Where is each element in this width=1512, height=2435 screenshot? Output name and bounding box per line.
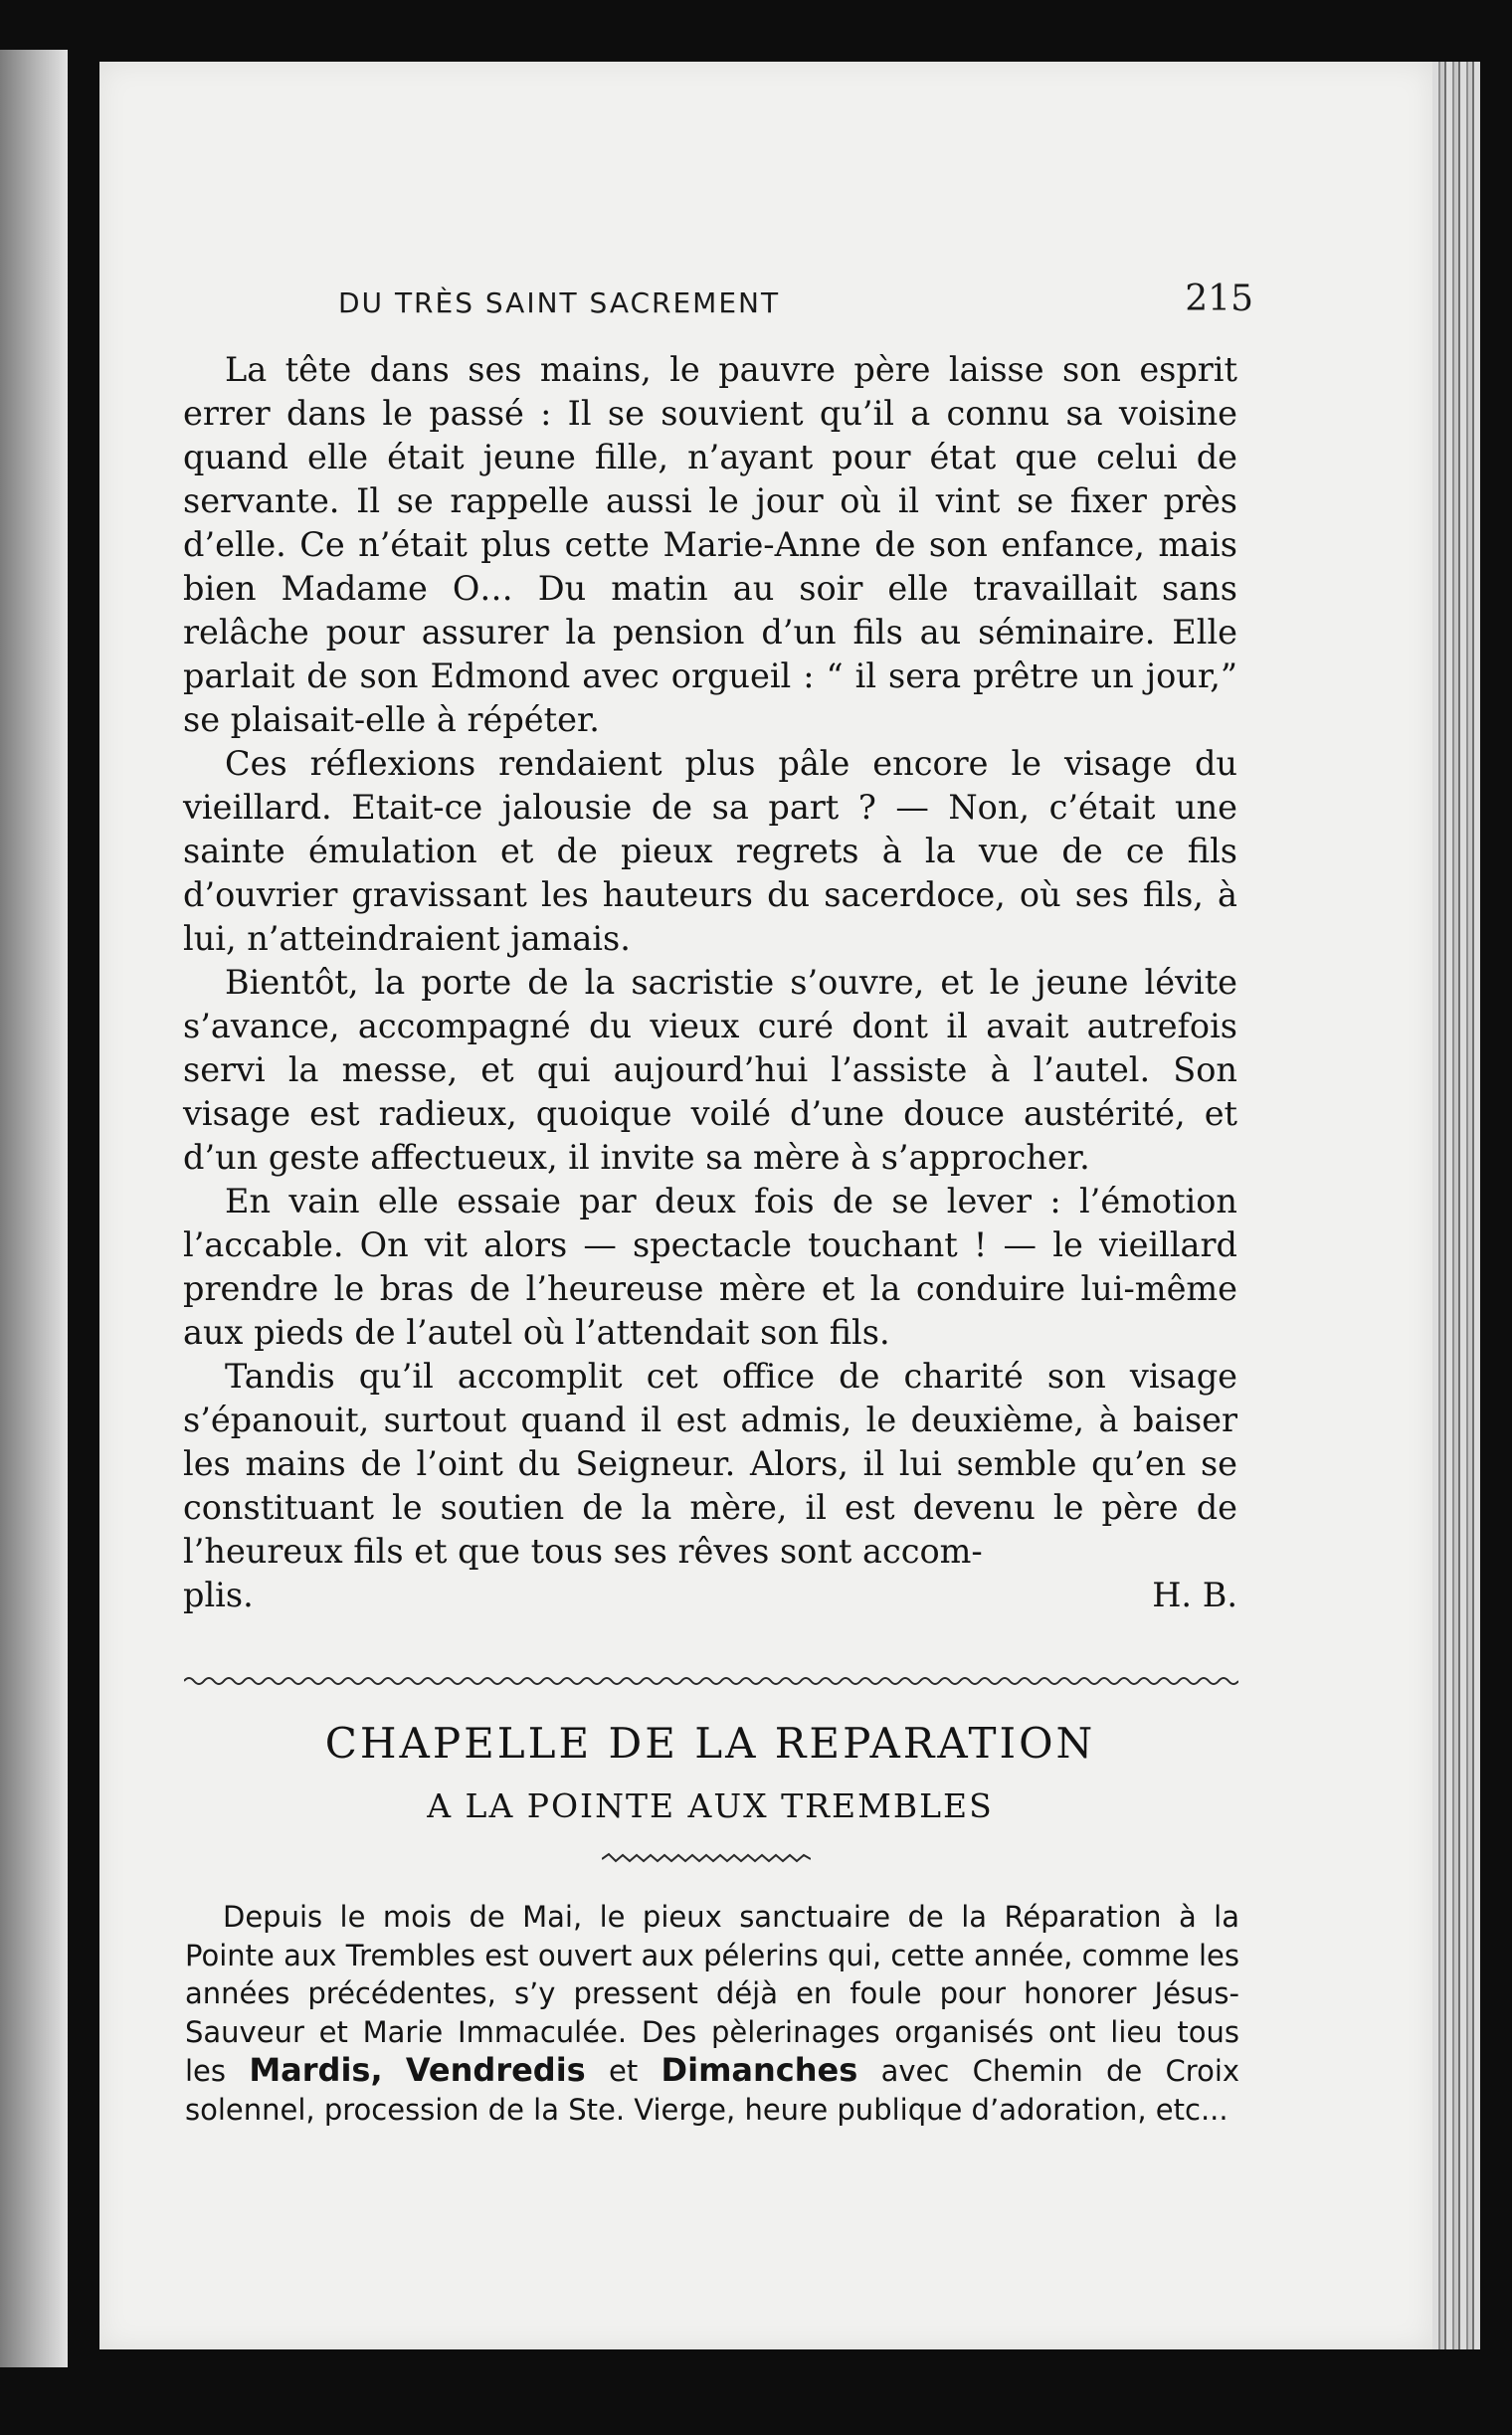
- article-body: [183, 348, 1237, 1617]
- page-number: 215: [1185, 279, 1253, 319]
- page-stack-edge: [1432, 62, 1480, 2349]
- signature: H. B.: [1152, 1576, 1237, 1614]
- article-paragraph: Bientôt, la porte de la sacristie s’ouvre, et le jeune lévite s’avance, accompagné du vieux curé dont il avait autrefois servi la messe, et qui aujourd’hui l’assiste à l’autel. Son visage est radieux, quoique voilé d’une douce austérité, et d’un geste affectueux, il invite sa mère à s’approcher.: [183, 963, 1237, 1177]
- wavy-divider: [184, 1671, 1238, 1691]
- closing-line: [183, 1574, 1237, 1617]
- friday-label: Vendredis: [405, 2051, 586, 2089]
- sunday-label: Dimanches: [661, 2051, 858, 2089]
- pilgrimage-notice: [185, 1898, 1239, 2129]
- tuesday-label: Mardis,: [249, 2051, 383, 2089]
- small-ornament-divider: [602, 1852, 811, 1866]
- closing-word: plis.: [183, 1576, 254, 1614]
- article-paragraph: Tandis qu’il accomplit cet office de charité son visage s’épanouit, surtout quand il est admis, le deuxième, à baiser les mains de l’oint du Seigneur. Alors, il lui semble qu’en se constituant le soutien de la mère, il est devenu le père de l’heureux fils et que tous ses rêves sont accom-: [183, 1357, 1237, 1571]
- notice-paragraph: [185, 1898, 1239, 2129]
- left-page-edge: [0, 50, 68, 2367]
- chapel-subtitle: A LA POINTE AUX TREMBLES: [427, 1786, 994, 1825]
- running-header: DU TRÈS SAINT SACREMENT: [338, 286, 781, 319]
- chapel-title: CHAPELLE DE LA REPARATION: [324, 1719, 1096, 1768]
- notice-text-before: Depuis le mois de Mai, le pieux sanctuaire de la Réparation à la Pointe aux Trembles est ouvert aux pélerins qui, cette année, comme les années précédentes, s’y pressent déjà en foule pour honorer Jésus-Sauveur et Marie Immaculée. Des pèlerinages organisés ont lieu tous les: [185, 1900, 1239, 2088]
- article-paragraph: En vain elle essaie par deux fois de se lever : l’émotion l’accable. On vit alors — spectacle touchant ! — le vieillard prendre le bras de l’heureuse mère et la conduire lui-même aux pieds de l’autel où l’attendait son fils.: [183, 1182, 1237, 1352]
- article-paragraph: La tête dans ses mains, le pauvre père laisse son esprit errer dans le passé : Il se souvient qu’il a connu sa voisine quand elle était jeune fille, n’ayant pour état que celui de servante. Il se rappelle aussi le jour où il vint se fixer près d’elle. Ce n’était plus cette Marie-Anne de son enfance, mais bien Madame O… Du matin au soir elle travaillait sans relâche pour assurer la pension d’un fils au séminaire. Elle parlait de son Edmond avec orgueil : “ il sera prêtre un jour,” se plaisait-elle à répéter.: [183, 350, 1237, 739]
- conjunction: et: [609, 2054, 639, 2088]
- article-paragraph: Ces réflexions rendaient plus pâle encore le visage du vieillard. Etait-ce jalousie de sa part ? — Non, c’était une sainte émulation et de pieux regrets à la vue de ce fils d’ouvrier gravissant les hauteurs du sacerdoce, où ses fils, à lui, n’atteindraient jamais.: [183, 744, 1237, 958]
- notice-text-after: avec Chemin de Croix solennel, procession de la Ste. Vierge, heure publique d’adoration, etc...: [185, 2054, 1240, 2127]
